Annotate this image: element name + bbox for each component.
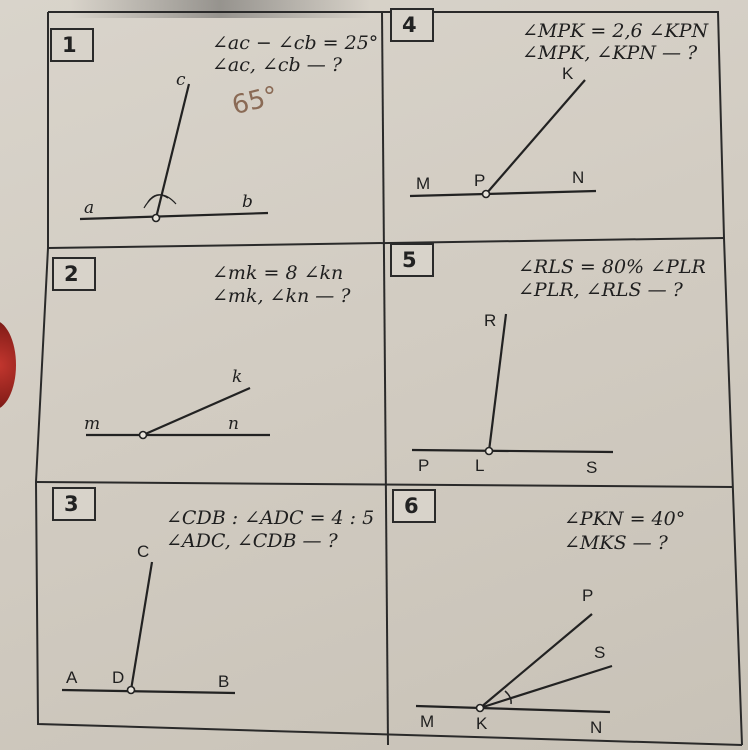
divider-vertical xyxy=(382,12,388,745)
problem-6-label-ray-lower: S xyxy=(594,643,606,662)
problem-1-label-ray: c xyxy=(176,70,186,90)
problem-3-label-vertex: D xyxy=(112,668,125,687)
problem-2-number: 2 xyxy=(52,257,96,291)
problem-5-label-left: P xyxy=(418,456,430,475)
frame-left-bottom xyxy=(36,12,742,745)
handwritten-answer: 65° xyxy=(229,80,282,122)
problem-2-label-left: m xyxy=(84,414,101,434)
problem-5-label-right: S xyxy=(586,458,598,477)
problem-6-number: 6 xyxy=(392,489,436,523)
figure-problem-4 xyxy=(410,80,596,198)
problem-5-number: 5 xyxy=(390,243,434,277)
problem-2-question: ∠mk, ∠kn — ? xyxy=(212,285,351,307)
problem-6-label-left: M xyxy=(420,712,435,731)
problem-3-label-left: A xyxy=(66,668,78,687)
problem-3-condition: ∠CDB : ∠ADC = 4 : 5 xyxy=(166,507,375,529)
problem-1-number: 1 xyxy=(50,28,94,62)
problem-4-question: ∠MPK, ∠KPN — ? xyxy=(522,42,698,64)
figure-problem-2 xyxy=(86,388,270,439)
problem-5-label-vertex: L xyxy=(475,456,485,475)
problem-4-label-vertex: P xyxy=(474,171,486,190)
problem-1-question: ∠ac, ∠cb — ? xyxy=(212,54,342,76)
problem-4-number: 4 xyxy=(390,8,434,42)
problem-4-label-left: M xyxy=(416,174,431,193)
problem-2-label-ray: k xyxy=(232,367,243,387)
problem-1-label-left: a xyxy=(84,198,95,218)
problem-4-condition: ∠MPK = 2,6 ∠KPN xyxy=(522,20,709,42)
problem-6-question: ∠MKS — ? xyxy=(564,532,668,554)
problem-3-label-right: B xyxy=(218,672,230,691)
problem-6-label-vertex: K xyxy=(476,714,488,733)
figure-problem-6 xyxy=(416,614,612,712)
figure-problem-5 xyxy=(412,314,613,455)
problem-6-label-right: N xyxy=(590,718,603,737)
problem-3-question: ∠ADC, ∠CDB — ? xyxy=(166,530,338,552)
divider-row-2 xyxy=(36,482,733,487)
problem-4-label-right: N xyxy=(572,168,585,187)
problem-5-label-ray: R xyxy=(484,311,497,330)
divider-row-1 xyxy=(48,238,724,248)
problem-4-label-ray: K xyxy=(562,64,574,83)
problem-1-condition: ∠ac − ∠cb = 25° xyxy=(212,32,379,54)
problem-5-question: ∠PLR, ∠RLS — ? xyxy=(518,279,683,301)
problem-2-label-right: n xyxy=(228,414,239,434)
frame-top-right xyxy=(48,12,742,745)
problem-6-condition: ∠PKN = 40° xyxy=(564,508,686,530)
problem-1-label-right: b xyxy=(242,192,253,212)
problem-5-condition: ∠RLS = 80% ∠PLR xyxy=(518,256,706,278)
problem-2-condition: ∠mk = 8 ∠kn xyxy=(212,262,344,284)
figure-problem-3 xyxy=(62,562,235,694)
problem-3-label-ray: C xyxy=(137,542,150,561)
problem-6-label-ray-upper: P xyxy=(582,586,594,605)
problem-3-number: 3 xyxy=(52,487,96,521)
